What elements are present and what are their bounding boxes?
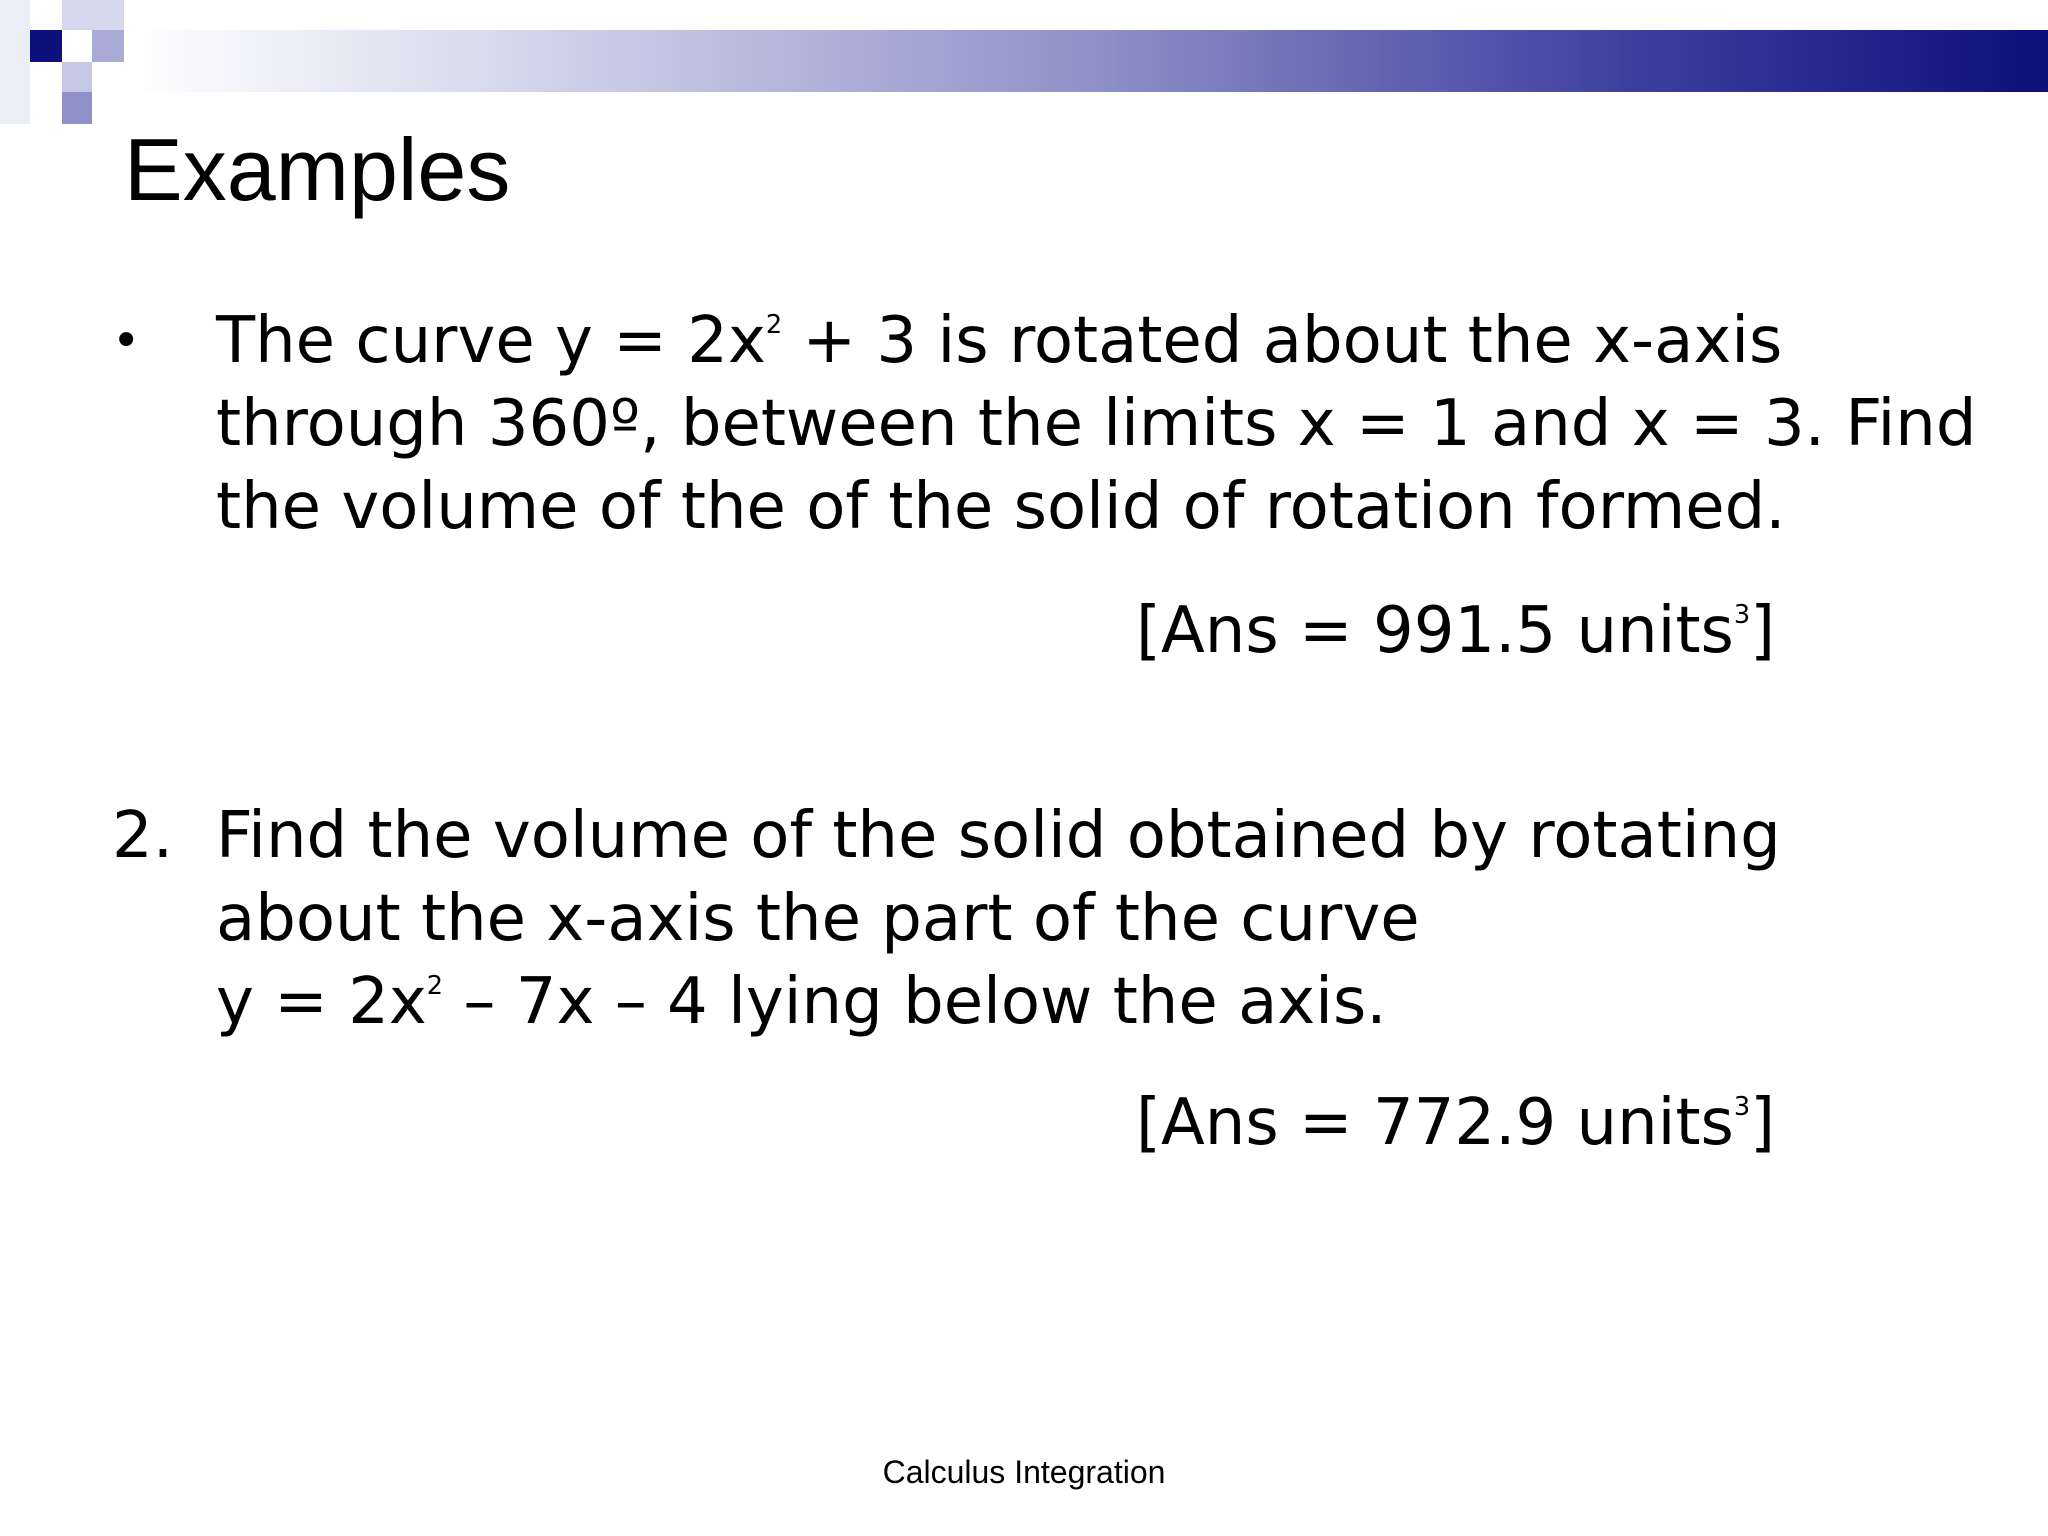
decorative-square-light-left bbox=[0, 0, 30, 124]
example-2-line-3-part-2: – 7x – 4 lying below the axis. bbox=[443, 965, 1387, 1039]
example-1-line-2: through 360º, between the limits x = 1 and x = 3. Find bbox=[216, 387, 1977, 461]
answer-2-exponent: 3 bbox=[1733, 1091, 1751, 1122]
answer-2-suffix: ] bbox=[1750, 1086, 1776, 1160]
example-2-line-1: Find the volume of the solid obtained by rotating bbox=[216, 799, 1781, 873]
example-2-line-3-part-1: y = 2x bbox=[216, 965, 427, 1039]
answer-1-suffix: ] bbox=[1750, 594, 1776, 668]
exponent: 2 bbox=[426, 970, 444, 1001]
example-1-line-1 bbox=[216, 300, 1976, 383]
example-1-text bbox=[216, 300, 1976, 549]
answer-1-prefix: [Ans = 991.5 units bbox=[1136, 594, 1734, 668]
slide-footer: Calculus Integration bbox=[882, 1454, 1166, 1490]
example-1-line-1-part-1: The curve y = 2x bbox=[216, 304, 766, 378]
example-1-line-3: the volume of the of the solid of rotation formed. bbox=[216, 470, 1786, 544]
decorative-square-lower bbox=[62, 92, 92, 124]
decorative-square-mid bbox=[92, 30, 124, 62]
bullet-marker: • bbox=[112, 313, 141, 369]
answer-1-exponent: 3 bbox=[1733, 599, 1751, 630]
example-2-answer bbox=[1136, 1082, 1775, 1165]
example-2-line-3 bbox=[216, 961, 1781, 1044]
example-2-line-2: about the x-axis the part of the curve bbox=[216, 882, 1420, 956]
exponent: 2 bbox=[765, 309, 783, 340]
answer-2-prefix: [Ans = 772.9 units bbox=[1136, 1086, 1734, 1160]
number-marker: 2. bbox=[112, 799, 174, 873]
decorative-square-light bbox=[62, 62, 92, 92]
example-2-text bbox=[216, 795, 1781, 1044]
slide-title: Examples bbox=[124, 120, 511, 219]
title-gradient-bar bbox=[130, 30, 2048, 92]
decorative-square-light-top bbox=[62, 0, 124, 30]
decorative-square-dark bbox=[30, 30, 62, 62]
example-1-line-1-part-2: + 3 is rotated about the x-axis bbox=[782, 304, 1783, 378]
example-1-answer bbox=[1136, 590, 1775, 673]
